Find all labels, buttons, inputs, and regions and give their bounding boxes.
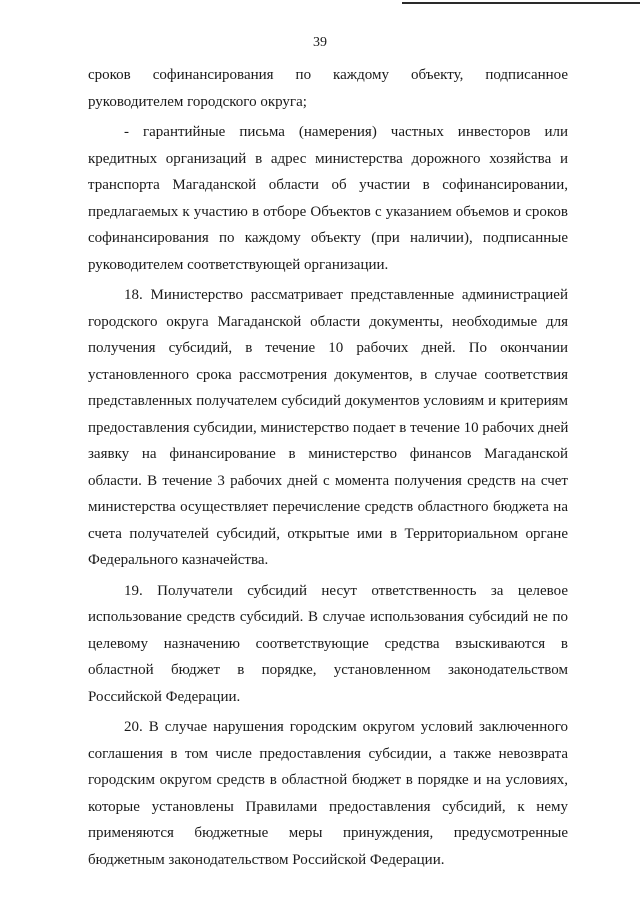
top-rule xyxy=(402,2,640,4)
text-line: кредитных организаций в адрес министерства дорожного хозяйства и xyxy=(88,150,568,167)
text-line: предоставления субсидии, министерство подает в течение 10 рабочих дней xyxy=(88,419,569,436)
paragraph-18 xyxy=(88,282,568,574)
text-line: руководителем соответствующей организации. xyxy=(88,256,389,273)
text-line: которые установлены Правилами предоставления субсидий, к нему xyxy=(88,798,568,815)
paragraph-19 xyxy=(88,578,568,711)
text-line: 20. В случае нарушения городским округом условий заключенного xyxy=(124,719,568,735)
text-line: Федерального казначейства. xyxy=(88,552,269,568)
text-line: получения субсидий, в течение 10 рабочих дней. По окончании xyxy=(88,340,568,356)
text-line: Российской Федерации. xyxy=(88,688,241,705)
text-line: городского округа Магаданской области документы, необходимые для xyxy=(88,313,568,330)
text-line: соглашения в том числе предоставления субсидии, а также невозврата xyxy=(88,745,568,762)
text-line: представленных получателем субсидий документов условиям и критериям xyxy=(88,393,568,409)
text-line: области. В течение 3 рабочих дней с момента получения средств на счет xyxy=(88,472,568,489)
page-number: 39 xyxy=(313,35,327,50)
text-line: руководителем городского округа; xyxy=(88,93,307,110)
paragraph-continuation xyxy=(88,62,568,115)
text-line: 19. Получатели субсидий несут ответственность за целевое xyxy=(124,582,568,599)
text-line: городским округом средств в областной бюджет в порядке и на условиях, xyxy=(88,772,568,788)
text-line: софинансирования по каждому объекту (при наличии), подписанные xyxy=(88,230,568,246)
paragraph-guarantee-letters xyxy=(88,119,568,278)
text-line: целевому назначению соответствующие средства взыскиваются в xyxy=(88,635,568,652)
text-line: бюджетным законодательством Российской Федерации. xyxy=(88,851,445,868)
text-line: 18. Министерство рассматривает представленные администрацией xyxy=(124,287,568,303)
text-line: применяются бюджетные меры принуждения, предусмотренные xyxy=(88,825,568,841)
text-line: счета получателей субсидий, открытые ими в Территориальном органе xyxy=(88,525,568,542)
document-body xyxy=(88,62,568,877)
text-line: - гарантийные письма (намерения) частных инвесторов или xyxy=(124,124,568,140)
text-line: транспорта Магаданской области об участии в софинансировании, xyxy=(88,177,568,193)
text-line: областной бюджет в порядке, установленном законодательством xyxy=(88,662,568,678)
text-line: установленного срока рассмотрения документов, в случае соответствия xyxy=(88,366,568,383)
text-line: предлагаемых к участию в отборе Объектов с указанием объемов и сроков xyxy=(88,203,568,220)
text-line: использование средств субсидий. В случае использования субсидий не по xyxy=(88,609,568,625)
text-line: сроков софинансирования по каждому объекту, подписанное xyxy=(88,67,568,83)
paragraph-20 xyxy=(88,714,568,873)
text-line: заявку на финансирование в министерство финансов Магаданской xyxy=(88,446,568,462)
text-line: министерства осуществляет перечисление средств областного бюджета на xyxy=(88,499,568,515)
